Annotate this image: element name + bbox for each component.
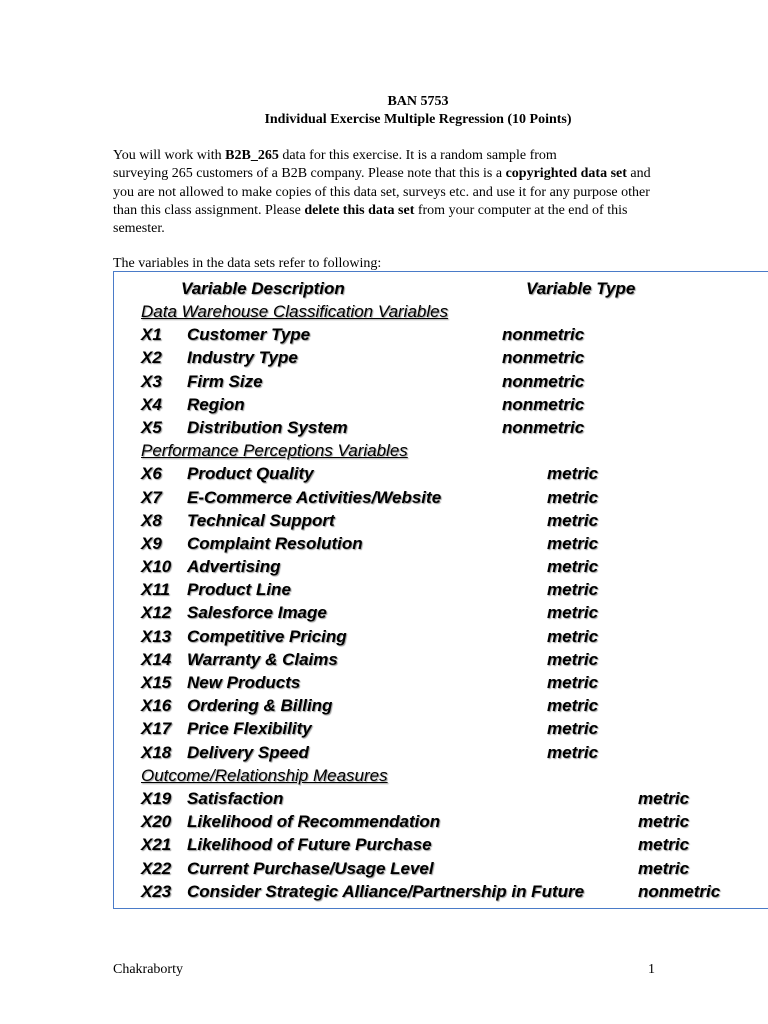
delete-notice: delete this data set (304, 202, 415, 218)
section-title: Data Warehouse Classification Variables (141, 302, 449, 321)
variables-table (0, 300, 768, 903)
variable-code: X14 (141, 649, 172, 669)
variable-code: X7 (141, 487, 162, 507)
section-title: Outcome/Relationship Measures (141, 765, 388, 785)
variable-type: metric (638, 788, 690, 808)
table-row (0, 741, 768, 764)
variable-code: X11 (141, 580, 170, 600)
header-variable-type: Variable Type (526, 279, 636, 298)
variable-description: Region (187, 394, 245, 414)
variable-type: nonmetric (638, 881, 721, 901)
variable-description: Technical Support (187, 510, 335, 530)
table-row (0, 601, 768, 624)
copyright-notice: copyrighted data set (505, 166, 627, 182)
variable-description: Firm Size (187, 371, 263, 391)
variable-code: X1 (141, 325, 162, 345)
variable-description: Complaint Resolution (187, 533, 363, 553)
variable-code: X9 (141, 533, 162, 553)
variable-type: metric (547, 603, 599, 623)
variable-code: X8 (141, 510, 162, 530)
variable-type: metric (547, 580, 599, 600)
intro-text: from your computer at the end of this (414, 202, 628, 218)
table-row (0, 810, 768, 833)
table-row (0, 578, 768, 601)
variable-description: Industry Type (187, 348, 298, 368)
section-title: Performance Perceptions Variables (141, 441, 408, 461)
variable-code: X4 (141, 394, 162, 414)
variable-code: X10 (141, 557, 172, 577)
variable-code: X17 (141, 719, 172, 739)
variable-code: X20 (141, 812, 172, 832)
intro-line-5: semester. (113, 221, 165, 237)
document-subtitle: Individual Exercise Multiple Regression (10 Points) (264, 112, 572, 127)
table-row (0, 323, 768, 346)
variable-type: metric (547, 719, 599, 739)
variable-type: metric (547, 742, 599, 762)
dataset-name: B2B_265 (225, 148, 279, 163)
table-row (0, 694, 768, 717)
intro-line-1 (113, 147, 733, 165)
variable-description: Satisfaction (187, 788, 284, 808)
table-row (0, 857, 768, 880)
table-row (0, 509, 768, 532)
variable-description: Product Quality (187, 464, 314, 484)
variable-description: New Products (187, 673, 301, 692)
variable-type: metric (638, 812, 690, 832)
variable-type: metric (547, 626, 599, 646)
variable-description: Product Line (187, 580, 291, 600)
variable-code: X13 (141, 626, 172, 646)
table-row (0, 787, 768, 810)
table-row (0, 880, 768, 903)
variable-description: Delivery Speed (187, 742, 309, 762)
variable-type: nonmetric (502, 394, 585, 414)
variable-type: nonmetric (502, 371, 585, 391)
variable-description: Salesforce Image (187, 603, 327, 623)
variable-description: Consider Strategic Alliance/Partnership in Future (187, 881, 585, 901)
variable-code: X6 (141, 464, 162, 484)
variable-description: Likelihood of Recommendation (187, 812, 441, 832)
intro-text: than this class assignment. Please (113, 202, 305, 218)
variable-code: X12 (141, 603, 172, 623)
section-row (0, 439, 768, 462)
table-row (0, 346, 768, 369)
variable-type: metric (547, 510, 599, 530)
intro-line-2 (113, 165, 733, 183)
variable-code: X3 (141, 371, 162, 391)
variable-code: X16 (141, 696, 172, 716)
table-row (0, 671, 768, 694)
intro-line-3: you are not allowed to make copies of this data set, surveys etc. and use it for any purpose other (113, 184, 650, 200)
variable-description: Distribution System (187, 417, 348, 437)
variable-description: Ordering & Billing (187, 696, 333, 716)
variable-type: nonmetric (502, 348, 585, 368)
section-row (0, 300, 768, 323)
variable-code: X2 (141, 348, 162, 368)
variable-type: metric (547, 673, 599, 692)
table-row (0, 486, 768, 509)
variable-code: X21 (141, 835, 172, 855)
intro-text: surveying 265 customers of a B2B company. Please note that this is a (113, 166, 506, 182)
variable-description: Customer Type (187, 325, 311, 345)
variable-description: Warranty & Claims (187, 649, 338, 669)
variable-type: metric (547, 533, 599, 553)
table-row (0, 648, 768, 671)
intro-text: You will work with (113, 148, 226, 163)
table-row (0, 416, 768, 439)
variable-code: X22 (141, 858, 172, 878)
table-row (0, 625, 768, 648)
footer-page-number: 1 (648, 962, 655, 977)
variable-type: metric (638, 858, 690, 878)
table-row (0, 532, 768, 555)
intro-line-4 (113, 202, 733, 220)
table-row (0, 555, 768, 578)
variable-type: metric (547, 649, 599, 669)
variable-type: metric (547, 696, 599, 716)
table-row (0, 717, 768, 740)
table-header (0, 277, 768, 300)
footer-author: Chakraborty (113, 962, 183, 977)
document-title: BAN 5753 (387, 94, 449, 109)
intro-text: and (626, 166, 651, 182)
variable-description: Advertising (187, 557, 281, 577)
variable-type: nonmetric (502, 417, 585, 437)
variable-type: metric (638, 835, 690, 855)
variable-code: X18 (141, 742, 172, 762)
variable-type: metric (547, 557, 599, 577)
intro-paragraph (113, 147, 733, 238)
variable-type: metric (547, 464, 599, 484)
table-row (0, 833, 768, 856)
variable-description: Current Purchase/Usage Level (187, 858, 434, 878)
table-row (0, 370, 768, 393)
header-variable-description: Variable Description (181, 279, 345, 298)
variable-code: X5 (141, 417, 162, 437)
variable-description: Likelihood of Future Purchase (187, 835, 432, 855)
variable-code: X23 (141, 881, 172, 901)
variable-description: E-Commerce Activities/Website (187, 487, 442, 507)
section-row (0, 764, 768, 787)
variable-type: nonmetric (502, 325, 585, 345)
variable-description: Competitive Pricing (187, 626, 347, 646)
variable-description: Price Flexibility (187, 719, 312, 739)
variable-code: X19 (141, 788, 172, 808)
intro-text: data for this exercise. It is a random sample from (278, 148, 557, 163)
variables-lead-text: The variables in the data sets refer to following: (113, 256, 382, 271)
variable-code: X15 (141, 673, 172, 692)
variable-type: metric (547, 487, 599, 507)
table-row (0, 393, 768, 416)
table-row (0, 462, 768, 485)
